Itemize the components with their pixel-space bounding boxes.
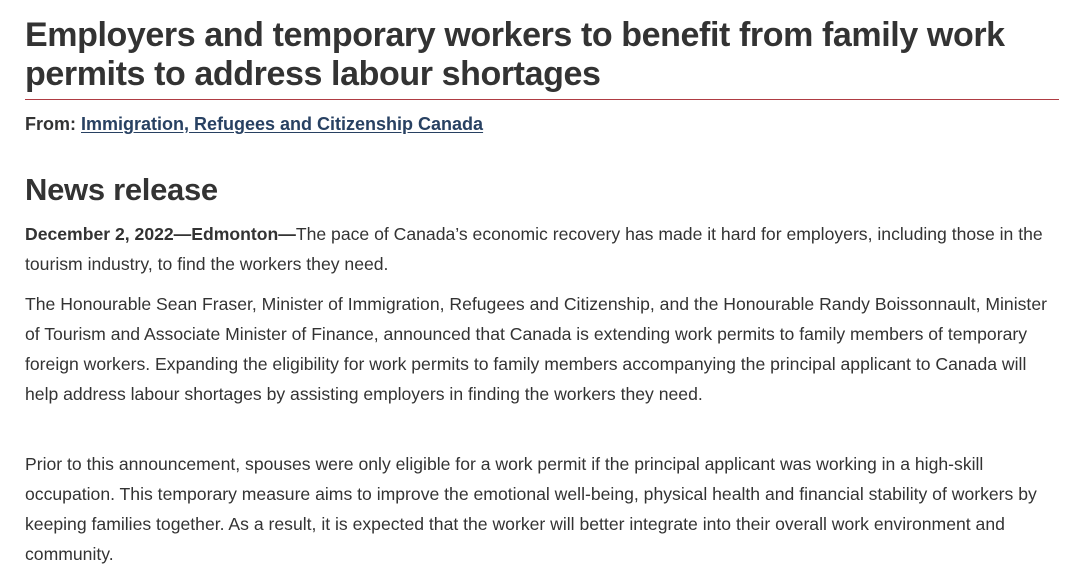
article-paragraph-3: Prior to this announcement, spouses were only eligible for a work permit if the principal applicant was working in a high-skill occupation. This temporary measure aims to improve the emotional well-being, physical health and financial stability of workers by keeping families together. As a result, it is expected that the worker will better integrate into their overall work environment and community. [25, 454, 1037, 564]
title-divider [25, 99, 1059, 100]
article-paragraph-2: The Honourable Sean Fraser, Minister of Immigration, Refugees and Citizenship, and the Honourable Randy Boissonnault, Minister of Tourism and Associate Minister of Finance, announced that Canada is extending work permits to family members of temporary foreign workers. Expanding the eligibility for work permits to family members accompanying the principal applicant to Canada will help address labour shortages by assisting employers in finding the workers they need. [25, 294, 1047, 404]
department-link[interactable]: Immigration, Refugees and Citizenship Canada [81, 114, 484, 134]
from-line [25, 113, 483, 135]
paragraph-1-text: The pace of Canada’s economic recovery has made it hard for employers, including those in the tourism industry, to find the workers they need. [25, 224, 1043, 274]
page-title: Employers and temporary workers to benefit from family work permits to address labour shortages [25, 16, 1005, 93]
section-heading: News release [25, 172, 218, 207]
article-paragraph-1 [25, 219, 1061, 279]
dateline: December 2, 2022—Edmonton— [25, 224, 296, 244]
from-label: From: [25, 114, 81, 134]
